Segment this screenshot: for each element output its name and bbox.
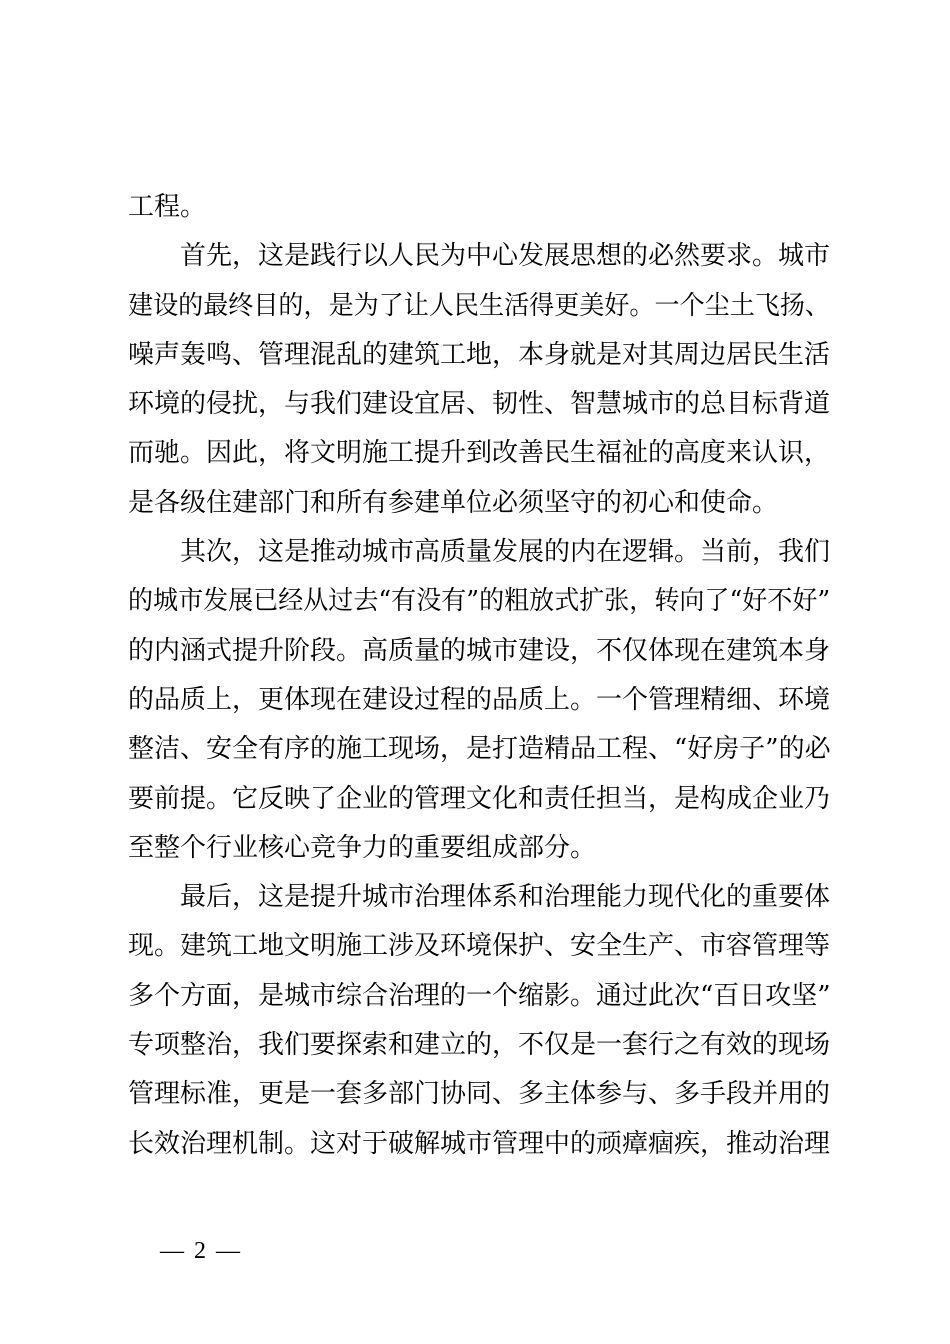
page-number: — 2 — — [160, 1238, 242, 1264]
text-line: 管理标准，更是一套多部门协同、多主体参与、多手段并用的 — [128, 1079, 831, 1110]
text-line: 专项整治，我们要探索和建立的，不仅是一套行之有效的现场 — [128, 1030, 831, 1061]
text-line: 是各级住建部门和所有参建单位必须坚守的初心和使命。 — [128, 487, 779, 518]
text-line: 噪声轰鸣、管理混乱的建筑工地，本身就是对其周边居民生活 — [128, 339, 831, 370]
text-line: 的品质上，更体现在建设过程的品质上。一个管理精细、环境 — [128, 684, 831, 715]
text-line: 长效治理机制。这对于破解城市管理中的顽瘴痼疾，推动治理 — [128, 1128, 831, 1159]
text-line: 环境的侵扰，与我们建设宜居、韧性、智慧城市的总目标背道 — [128, 389, 831, 420]
text-line: 现。建筑工地文明施工涉及环境保护、安全生产、市容管理等 — [128, 931, 831, 962]
text-line: 整洁、安全有序的施工现场，是打造精品工程、“好房子”的必 — [128, 734, 831, 765]
text-line: 要前提。它反映了企业的管理文化和责任担当，是构成企业乃 — [128, 783, 831, 814]
text-line: 工程。 — [128, 192, 207, 222]
text-line: 的城市发展已经从过去“有没有”的粗放式扩张，转向了“好不好” — [128, 586, 831, 617]
text-line: 其次，这是推动城市高质量发展的内在逻辑。当前，我们 — [180, 537, 831, 568]
text-line: 建设的最终目的，是为了让人民生活得更美好。一个尘土飞扬、 — [128, 290, 831, 321]
text-line: 最后，这是提升城市治理体系和治理能力现代化的重要体 — [180, 882, 831, 913]
text-line: 首先，这是践行以人民为中心发展思想的必然要求。城市 — [180, 241, 831, 272]
text-line: 的内涵式提升阶段。高质量的城市建设，不仅体现在建筑本身 — [128, 635, 831, 666]
text-line: 而驰。因此，将文明施工提升到改善民生福祉的高度来认识， — [128, 438, 831, 469]
text-line: 至整个行业核心竞争力的重要组成部分。 — [128, 832, 597, 863]
text-line: 多个方面，是城市综合治理的一个缩影。通过此次“百日攻坚” — [128, 980, 831, 1011]
document-body — [128, 189, 830, 1175]
